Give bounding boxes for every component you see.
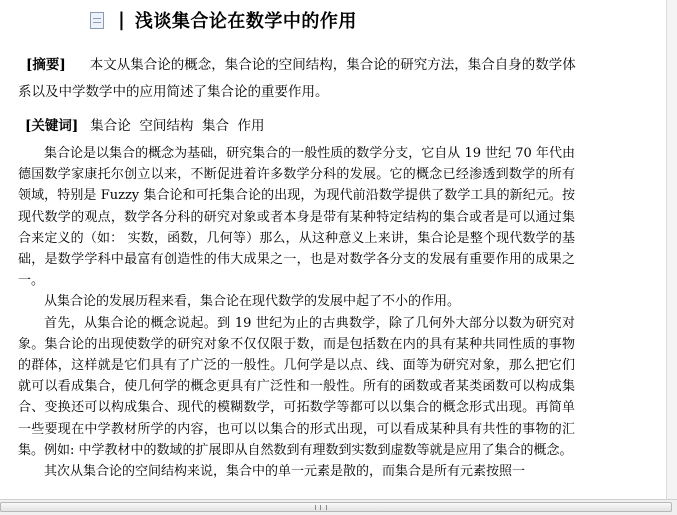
paragraph: 其次从集合论的空间结构来说，集合中的单一元素是散的，而集合是所有元素按照一 bbox=[44, 464, 526, 480]
title-row bbox=[90, 7, 357, 33]
keywords-text: 集合论 空间结构 集合 作用 bbox=[90, 118, 265, 134]
abstract-label: [摘要] bbox=[26, 57, 66, 73]
grip-icon bbox=[315, 505, 327, 510]
paragraph: 首先，从集合论的概念说起。到 19 世纪为止的古典数学，除了几何外大部分以数为研究对象。集合论的出现使数学的研究对象不仅仅限于数，而是包括数在内的具有某种共同性质的事物的群体，这样就是它们具有了广泛的一般性。几何学是以点、线、面等为研究对象，那么把它们就可以看成集合，使几何学的概念更具有广泛性和一般性。所有的函数或者某类函数可以构成集合、变换还可以构成集合、现代的模糊数学，可拓数学等都可以以集合的概念形式出现。再简单一些要现在中学教材所学的内容，也可以以集合的形式出现，可以看成某种具有共性的事物的汇集。例如: 中学教材中的数域的扩展即从自然数到有理数到实数到虚数等就是应用了集合的概念。 bbox=[18, 315, 575, 458]
keywords bbox=[25, 114, 265, 138]
paragraph: 集合论是以集合的概念为基础，研究集合的一般性质的数学分支，它自从 19 世纪 70 年代由德国数学家康托尔创立以来，不断促进着许多数学分科的发展。它的概念已经渗透到数学的所有领域，特别是 Fuzzy 集合论和可托集合论的出现，为现代前沿数学提供了数学工具的新纪元。按现代数学的观点，数学各分科的研究对象或者本身是带有某种特定结构的集合或者是可以通过集合来定义的（如： 实数，函数，几何等）那么，从这种意义上来讲，集合论是整个现代数学的基础，是数学学科中最富有创造性的伟大成果之一，也是对数学各分支的发展有重要作用的成果之一。 bbox=[18, 146, 575, 289]
body-text bbox=[18, 143, 575, 482]
title-separator: | bbox=[118, 9, 125, 31]
paragraph: 从集合论的发展历程来看，集合论在现代数学的发展中起了不小的作用。 bbox=[44, 294, 461, 310]
abstract bbox=[18, 52, 578, 106]
article-title: 浅谈集合论在数学中的作用 bbox=[134, 11, 357, 32]
horizontal-scrollbar[interactable] bbox=[0, 499, 677, 515]
vertical-scrollbar[interactable] bbox=[666, 0, 677, 500]
abstract-text: 本文从集合论的概念，集合论的空间结构，集合论的研究方法，集合自身的数学体系以及中学数学中的应用简述了集合论的重要作用。 bbox=[18, 57, 576, 100]
keywords-label: [关键词] bbox=[25, 118, 79, 134]
horizontal-scrollbar-thumb[interactable] bbox=[0, 502, 672, 512]
document-icon bbox=[90, 12, 104, 29]
